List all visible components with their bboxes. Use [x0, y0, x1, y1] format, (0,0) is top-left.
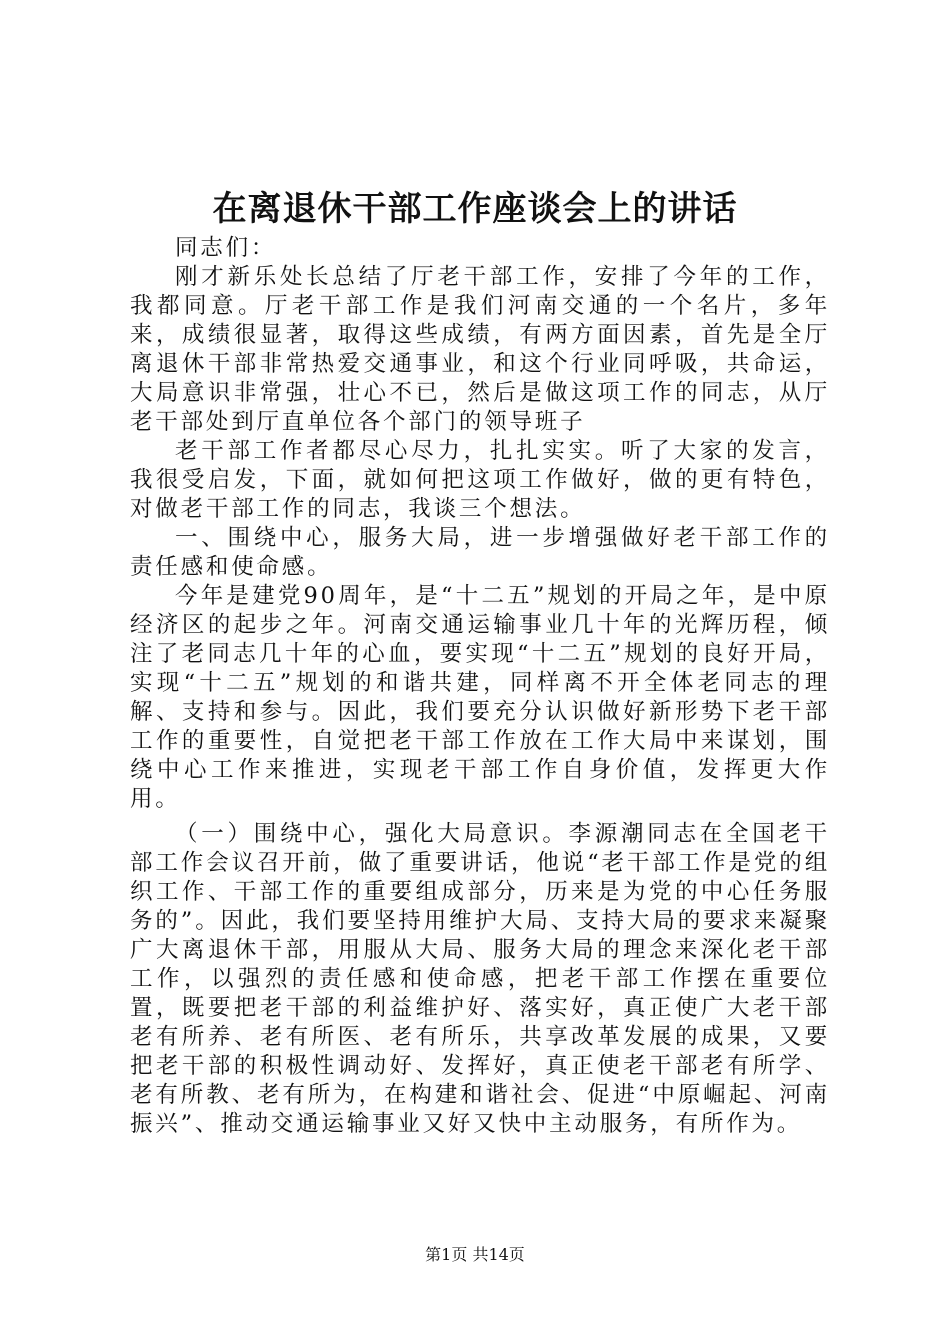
- document-body: [130, 234, 830, 1139]
- body-paragraph: 老干部工作者都尽心尽力，扎扎实实。听了大家的发言，我很受启发，下面，就如何把这项工作做好，做的更有特色，对做老干部工作的同志，我谈三个想法。: [130, 438, 830, 522]
- body-paragraph: 今年是建党90周年，是“十二五”规划的开局之年，是中原经济区的起步之年。河南交通运输事业几十年的光辉历程，倾注了老同志几十年的心血，要实现“十二五”规划的良好开局，实现“十二五”规划的和谐共建，同样离不开全体老同志的理解、支持和参与。因此，我们要充分认识做好新形势下老干部工作的重要性，自觉把老干部工作放在工作大局中来谋划，围绕中心工作来推进，实现老干部工作自身价值，发挥更大作用。: [130, 583, 830, 812]
- body-paragraph: 刚才新乐处长总结了厅老干部工作，安排了今年的工作，我都同意。厅老干部工作是我们河南交通的一个名片，多年来，成绩很显著，取得这些成绩，有两方面因素，首先是全厅离退休干部非常热爱交通事业，和这个行业同呼吸，共命运，大局意识非常强，壮心不已，然后是做这项工作的同志，从厅老干部处到厅直单位各个部门的领导班子: [130, 264, 830, 435]
- page-number-footer: 第1页 共14页: [425, 1245, 525, 1264]
- document-title: 在离退休干部工作座谈会上的讲话: [212, 189, 738, 229]
- salutation-paragraph: 同志们：: [175, 235, 277, 261]
- body-paragraph: （一）围绕中心，强化大局意识。李源潮同志在全国老干部工作会议召开前，做了重要讲话，他说“老干部工作是党的组织工作、干部工作的重要组成部分，历来是为党的中心任务服务的”。因此，我们要坚持用维护大局、支持大局的要求来凝聚广大离退休干部，用服从大局、服务大局的理念来深化老干部工作，以强烈的责任感和使命感，把老干部工作摆在重要位置，既要把老干部的利益维护好、落实好，真正使广大老干部老有所养、老有所医、老有所乐，共享改革发展的成果，又要把老干部的积极性调动好、发挥好，真正使老干部老有所学、老有所教、老有所为，在构建和谐社会、促进“中原崛起、河南振兴”、推动交通运输事业又好又快中主动服务，有所作为。: [130, 821, 830, 1137]
- section-heading-paragraph: 一、围绕中心，服务大局，进一步增强做好老干部工作的责任感和使命感。: [130, 525, 830, 580]
